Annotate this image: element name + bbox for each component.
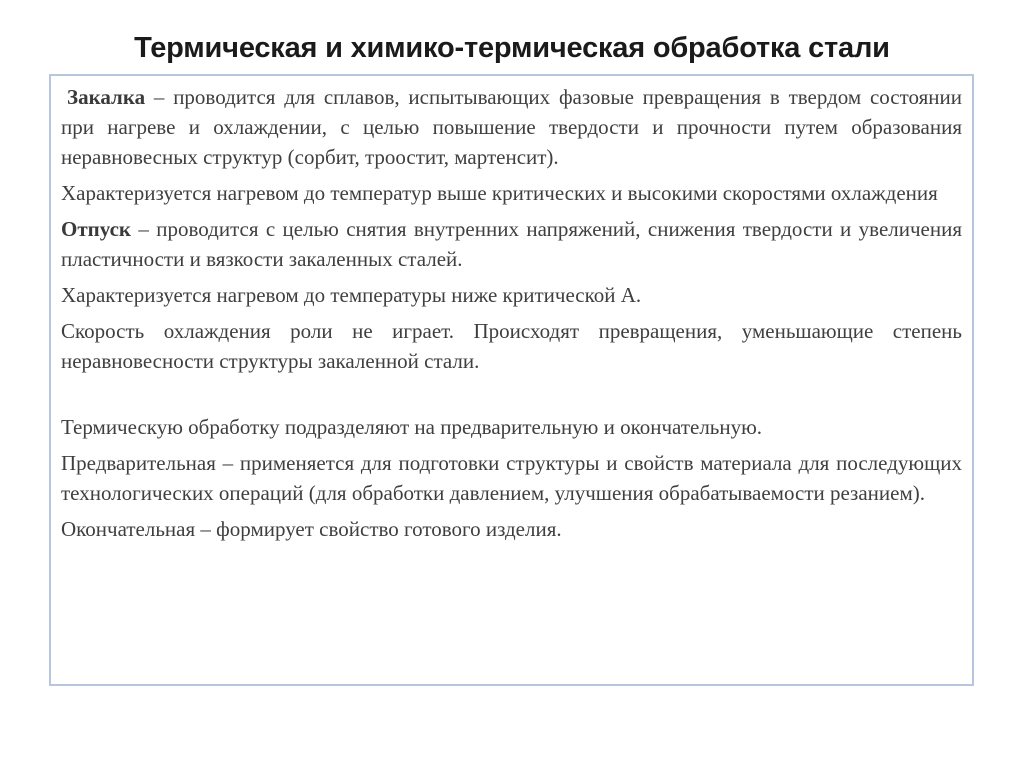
paragraph-text: – проводится для сплавов, испытывающих фазовые превращения в твердом состоянии при нагреве и охлаждении, с целью повышение твердости и прочности путем образования неравновесных структур (сорбит, троостит, мартенсит). [61, 85, 962, 169]
paragraph-classification [61, 412, 962, 442]
paragraph-cooling-rate [61, 316, 962, 376]
paragraph-zakalka [61, 82, 962, 172]
paragraph-text: Предварительная – применяется для подготовки структуры и свойств материала для последующих технологических операций (для обработки давлением, улучшения обрабатываемости резанием). [61, 451, 962, 505]
paragraph-otpusk-characteristics [61, 280, 962, 310]
paragraph-preliminary [61, 448, 962, 508]
content-box [49, 74, 974, 686]
paragraph-text: Характеризуется нагревом до температур выше критических и высокими скоростями охлаждения [61, 181, 938, 205]
slide-title: Термическая и химико-термическая обработка стали [134, 32, 890, 64]
paragraph-text: Скорость охлаждения роли не играет. Происходят превращения, уменьшающие степень неравновесности структуры закаленной стали. [61, 319, 962, 373]
paragraph-text: Окончательная – формирует свойство готового изделия. [61, 517, 562, 541]
paragraph-zakalka-characteristics [61, 178, 962, 208]
paragraph-final [61, 514, 962, 544]
paragraph-text: Термическую обработку подразделяют на предварительную и окончательную. [61, 415, 763, 439]
paragraph-text: – проводится с целью снятия внутренних напряжений, снижения твердости и увеличения пластичности и вязкости закаленных сталей. [61, 217, 962, 271]
paragraph-otpusk [61, 214, 962, 274]
paragraph-text: Характеризуется нагревом до температуры ниже критической А. [61, 283, 642, 307]
term-otpusk: Отпуск [61, 217, 132, 241]
term-zakalka: Закалка [67, 85, 146, 109]
